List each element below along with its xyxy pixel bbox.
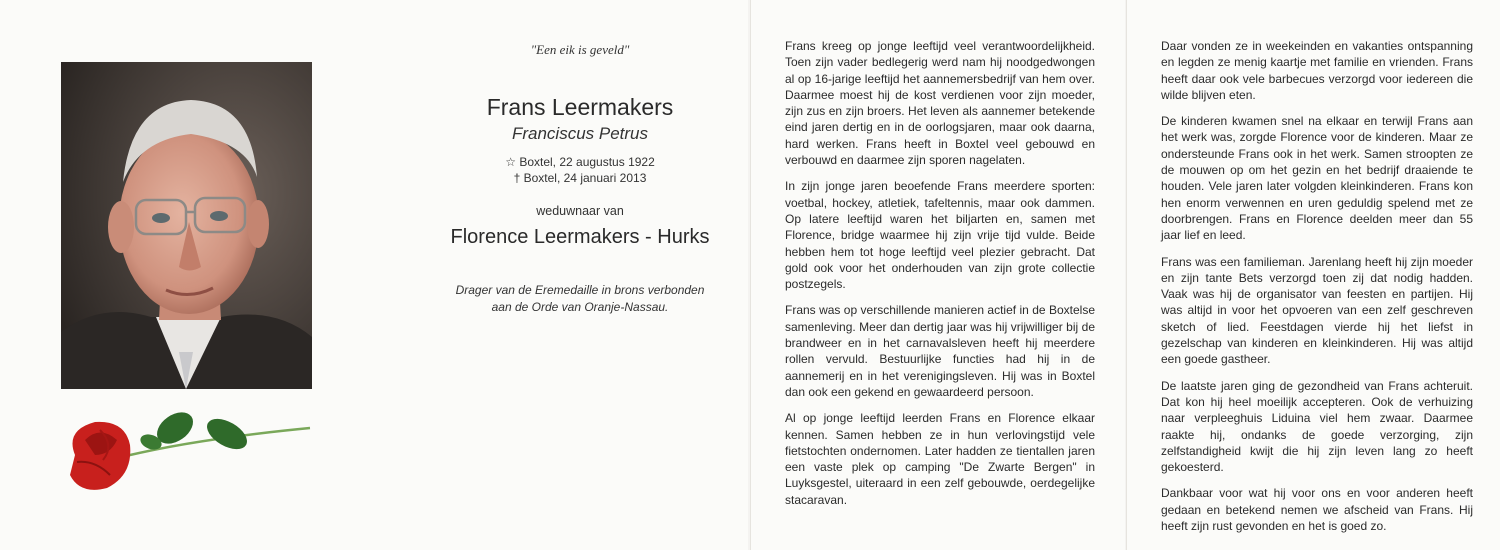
paragraph: Daar vonden ze in weekeinden en vakanties ontspanning en legden ze menig kaartje met familie en vrienden. Frans heeft daar ook vele barbecues verzorgd voor iedereen die wilde blijven eten. <box>1161 39 1473 102</box>
birth-date: ☆ Boxtel, 22 augustus 1922 <box>505 155 655 169</box>
given-names: Franciscus Petrus <box>511 124 649 143</box>
paragraph: De kinderen kwamen snel na elkaar en terwijl Frans aan het werk was, zorgde Florence voor de kinderen. Maar ze ondersteunde Frans ook in het werk. Samen stroopten ze de mouwen op om het gezin en het bedrijf draaiende te houden. Vele jaren later volgden kleinkinderen. Frans kon hen enorm verwennen en uren geduldig spelend met ze doorbrengen. Frans en Florence deelden meer dan 55 jaar lief en leed. <box>1161 114 1473 243</box>
honor-line-1: Drager van de Eremedaille in brons verbonden <box>455 283 705 297</box>
biography-column-middle <box>785 38 1095 518</box>
paragraph: De laatste jaren ging de gezondheid van Frans achteruit. Dat kon hij heel moeilijk accepteren. Ook de verhuizing naar verpleeghuis Liduina viel hem zwaar. Daarmee raakte hij, ondanks de goede verzorging, zijn zelfstandigheid kwijt die hij zijn leven lang zo heeft gekoesterd. <box>1161 378 1473 475</box>
paragraph: Frans was op verschillende manieren actief in de Boxtelse samenleving. Meer dan dertig jaar was hij vrijwilliger bij de brandweer en in het carnavalsleven heeft hij meerdere rollen vervuld. Bestuurlijke functies had hij in de aannemerij en in het verenigingsleven. Hij was in Boxtel dan ook een gekend en gewaardeerd persoon. <box>785 303 1095 399</box>
spouse-name: Florence Leermakers - Hurks <box>450 226 710 248</box>
paragraph: Frans was een familieman. Jarenlang heeft hij zijn moeder en zijn tante Bets verzorgd toen zij dat nodig hadden. Vaak was hij de organisator van feesten en partijen. Hij was altijd in voor het opvoeren van een zelf geschreven sketch of lied. Feestdagen vierde hij het liefst in gezelschap van kinderen en kleinkinderen. Hij was altijd een goede gastheer. <box>1161 254 1473 367</box>
deceased-name: Frans Leermakers <box>486 94 674 120</box>
paragraph: Al op jonge leeftijd leerden Frans en Florence elkaar kennen. Samen hebben ze in hun verlovingstijd vele fietstochten ondernomen. Later hadden ze tientallen jaren een vaste plek op camping "De Zwarte Bergen" in Luyksgestel, uiteraard in een zelf gebouwde, oerdegelijke stacaravan. <box>785 411 1095 507</box>
paragraph: Frans kreeg op jonge leeftijd veel verantwoordelijkheid. Toen zijn vader bedlegerig werd nam hij noodgedwongen al op 16-jarige leeftijd het aannemersbedrijf van hem over. Daarmee moest hij de kost verdienen voor zijn moeder, zijn zus en zijn broers. Het leven als aannemer betekende eind jaren dertig en in de oorlogsjaren, maar ook daarna, hard werken. Frans heeft in Boxtel veel gebouwd en verbouwd en daarmee zijn sporen nagelaten. <box>785 39 1095 168</box>
widower-of-label: weduwnaar van <box>536 204 624 218</box>
epigraph-quote: "Een eik is geveld" <box>530 42 630 57</box>
paragraph: In zijn jonge jaren beoefende Frans meerdere sporten: voetbal, hockey, atletiek, tafeltennis, maar ook dammen. Op latere leeftijd waren het biljarten en, samen met Florence, bridge waarmee hij zijn vrije tijd vulde. Beide hebben hem tot hoge leeftijd veel plezier gebracht. Dat gold ook voor het onderhouden van zijn grote collectie postzegels. <box>785 179 1095 292</box>
honor-line-2: aan de Orde van Oranje-Nassau. <box>491 300 669 314</box>
red-rose-icon <box>55 400 325 510</box>
death-date: † Boxtel, 24 januari 2013 <box>513 171 647 185</box>
paragraph: Dankbaar voor wat hij voor ons en voor anderen heeft gedaan en betekend nemen we afscheid van Frans. Hij heeft zijn rust gevonden en het is goed zo. <box>1161 486 1473 534</box>
honor-text <box>420 282 740 316</box>
portrait-photo <box>61 62 312 389</box>
life-dates <box>420 154 740 186</box>
biography-column-right <box>1161 38 1473 544</box>
